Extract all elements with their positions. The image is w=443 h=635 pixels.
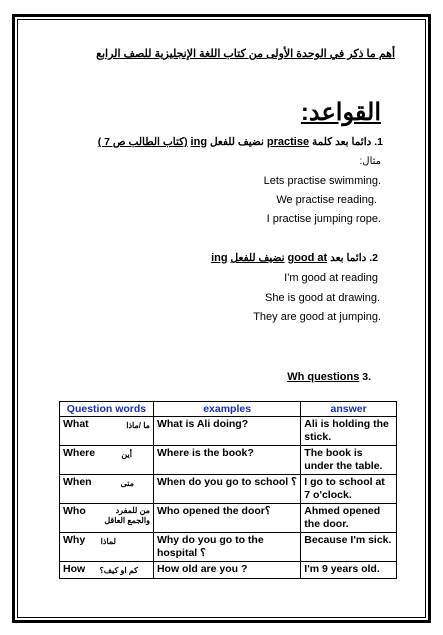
example-cell: When do you go to school ؟ — [153, 475, 300, 504]
question-word: Why — [63, 534, 86, 546]
rule-2-text-before: دائما بعد — [330, 252, 367, 264]
rule-3 — [287, 371, 371, 383]
rule-1-suffix: ing — [190, 136, 208, 148]
question-word: Who — [63, 505, 86, 517]
answer-cell: Because I'm sick. — [301, 533, 397, 562]
table-header-row — [60, 402, 397, 417]
question-word-cell — [60, 562, 154, 579]
section-title: القواعد: — [300, 99, 381, 126]
rule-1-keyword: practise — [266, 136, 310, 148]
question-word-arabic: من للمفرد والجمع العاقل — [104, 506, 150, 525]
rule-1-number: 1. — [374, 136, 383, 148]
question-word-arabic: كم او كيف؟ — [99, 566, 138, 575]
question-word: Where — [63, 447, 96, 459]
example-cell: How old are you ? — [153, 562, 300, 579]
rule-3-number: 3. — [362, 371, 371, 383]
question-word: How — [63, 563, 86, 575]
answer-cell: The book is under the table. — [301, 446, 397, 475]
table-row — [60, 417, 397, 446]
example-cell: Why do you go to the hospital ؟ — [153, 533, 300, 562]
table-row — [60, 504, 397, 533]
header-examples: examples — [153, 402, 300, 417]
rule-2 — [211, 252, 378, 264]
rule-1-text-after: نضيف للفعل — [209, 136, 264, 148]
rule-1-example-3: I practise jumping rope. — [266, 213, 381, 225]
rule-2-keyword: good at — [287, 252, 328, 264]
question-word: What — [63, 418, 89, 430]
rule-2-example-1: I'm good at reading — [284, 272, 378, 284]
question-word-arabic: ما /ماذا — [126, 421, 150, 430]
example-intro: مثال: — [359, 156, 381, 167]
rule-1 — [98, 136, 383, 148]
header-answer: answer — [301, 402, 397, 417]
question-word-cell — [60, 446, 154, 475]
rule-1-reference: (كتاب الطالب ص 7 ) — [97, 136, 188, 148]
question-word-cell — [60, 533, 154, 562]
table-row — [60, 475, 397, 504]
table-row — [60, 446, 397, 475]
rule-2-suffix: ing — [211, 252, 228, 264]
question-word: When — [63, 476, 92, 488]
header-question-words: Question words — [60, 402, 154, 417]
example-cell: Who opened the door؟ — [153, 504, 300, 533]
question-word-arabic: متى — [120, 479, 134, 488]
rule-2-example-2: She is good at drawing. — [265, 292, 380, 304]
rule-3-keyword: Wh questions — [287, 371, 360, 383]
answer-cell: Ali is holding the stick. — [301, 417, 397, 446]
rule-2-number: 2. — [369, 252, 378, 264]
table-row — [60, 533, 397, 562]
rule-2-text-after: نضيف للفعل — [230, 252, 285, 264]
question-word-arabic: لماذا — [100, 537, 116, 546]
table-row — [60, 562, 397, 579]
rule-2-example-3: They are good at jumping. — [253, 311, 381, 323]
answer-cell: I go to school at 7 o'clock. — [301, 475, 397, 504]
wh-questions-table — [59, 401, 397, 579]
rule-1-text-before: دائما بعد كلمة — [312, 136, 372, 148]
answer-cell: Ahmed opened the door. — [301, 504, 397, 533]
example-cell: What is Ali doing? — [153, 417, 300, 446]
rule-1-example-2: We practise reading. — [276, 194, 377, 206]
question-word-arabic: أين — [121, 450, 132, 459]
question-word-cell — [60, 504, 154, 533]
example-cell: Where is the book? — [153, 446, 300, 475]
question-word-cell — [60, 417, 154, 446]
document-title: أهم ما ذكر في الوحدة الأولى من كتاب اللغة الإنجليزية للصف الرابع — [96, 48, 395, 60]
question-word-cell — [60, 475, 154, 504]
rule-1-example-1: Lets practise swimming. — [263, 175, 381, 187]
answer-cell: I'm 9 years old. — [301, 562, 397, 579]
